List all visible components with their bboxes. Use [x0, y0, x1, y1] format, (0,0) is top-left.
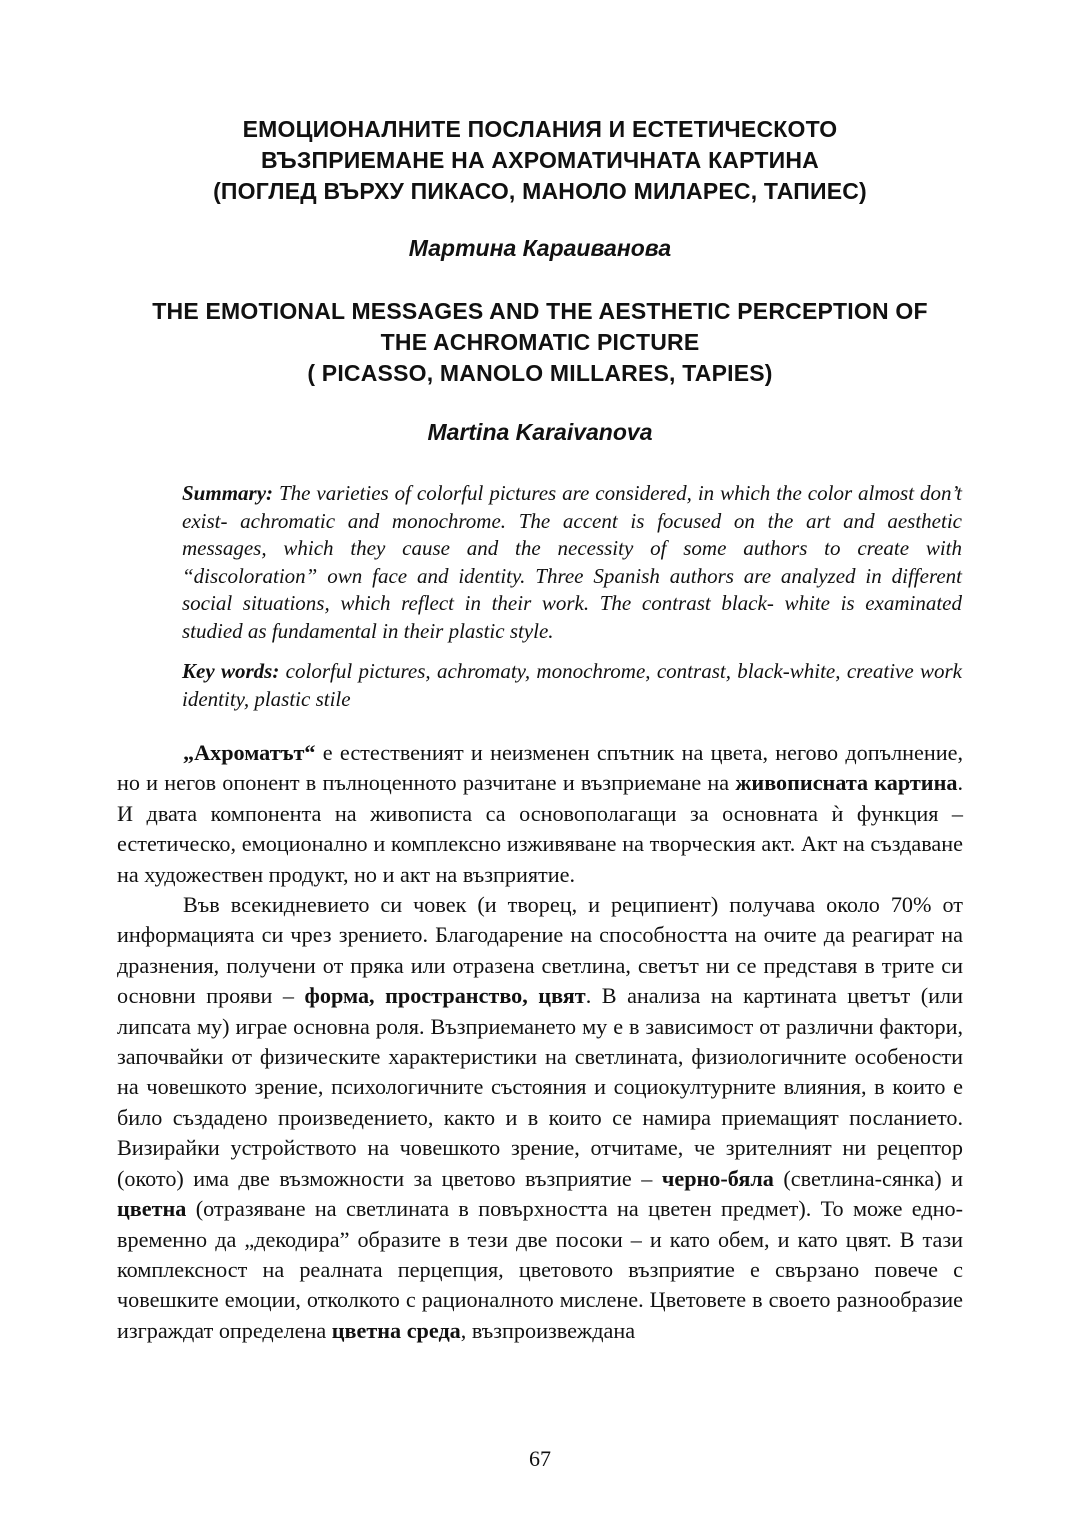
- page-number: 67: [529, 1446, 551, 1471]
- title-bg-line-1: ЕМОЦИОНАЛНИТЕ ПОСЛАНИЯ И ЕСТЕТИЧЕСКОТО: [242, 116, 838, 142]
- p2-text-3: (светлина-сянка) и: [773, 1165, 963, 1191]
- p2-text-1: Във всекидневието си човек (и творец, и реципиент) получава около 70% от информацията си чрез зрението. Благодарение на способността на очите да реагират на дразнения, получени от пряка или отразена светлина, светът ни се представя в трите си основни прояви –: [117, 892, 963, 1009]
- summary-block: [182, 480, 962, 645]
- keywords-label: Key words:: [182, 659, 280, 683]
- author-english: Martina Karaivanova: [427, 419, 653, 445]
- title-english: [120, 296, 960, 389]
- paragraph-2: [117, 890, 963, 1346]
- title-en-line-2: THE ACHROMATIC PICTURE: [380, 329, 700, 355]
- author-bulgarian: Мартина Караиванова: [408, 235, 672, 261]
- keywords-text: colorful pictures, achromaty, monochrome, contrast, black-white, creative work identity, plastic stile: [182, 659, 963, 711]
- title-en-line-3: ( PICASSO, MANOLO MILLARES, TAPIES): [307, 360, 773, 386]
- summary-label: Summary:: [182, 481, 274, 505]
- paragraph-1: [117, 738, 963, 890]
- p2-bold-1: форма, пространство, цвят: [304, 983, 586, 1009]
- p1-text-2: . И двата компонента на живописта са основополагащи за основната ѝ функция – естетическо, емоционално и комплексно изживяване на творческия акт. Акт на създаване на художествен продукт, но и акт на възприятие.: [117, 770, 963, 887]
- p2-text-4: (отразяване на светлината в повърхността на цветен предмет). То може едно-временно да „декодира” образите в тези две посоки – и като обем, и като цвят. В тази комплексност на реалната перцепция, цветовото възприятие е свързано повече с човешките емоции, отколкото с рационалното мислене. Цветовете в своето разнообразие изграждат определена: [117, 1196, 963, 1343]
- title-bg-line-3: (ПОГЛЕД ВЪРХУ ПИКАСО, МАНОЛО МИЛАРЕС, ТАПИЕС): [213, 178, 867, 204]
- p2-bold-3: цветна: [117, 1196, 187, 1222]
- p1-text-1: е естественият и неизменен спътник на цвета, негово допълнение, но и негов опонент в пълноценното разчитане и възприемане на: [117, 740, 963, 796]
- keywords-block: [182, 657, 962, 713]
- title-bulgarian: [120, 114, 960, 207]
- p1-bold-1: „Ахроматът“: [183, 740, 316, 765]
- p2-text-2: . В анализа на картината цветът (или липсата му) играе основна роля. Възприемането му е в зависимост от различни фактори, започвайки от физическите характеристики на светлината, физиологичните особености на човешкото зрение, психологичните състояния и социокултурните влияния, в които е било създадено произведението, както и в които се намира приемащият посланието. Визирайки устройството на човешкото зрение, отчитаме, че зрителният ни рецептор (окото) има две възможности за цветово възприятие –: [117, 983, 963, 1191]
- p2-bold-4: цветна среда: [331, 1317, 461, 1343]
- p1-bold-2: живописната картина: [735, 770, 958, 796]
- title-en-line-1: THE EMOTIONAL MESSAGES AND THE AESTHETIC PERCEPTION OF: [152, 298, 928, 324]
- title-bg-line-2: ВЪЗПРИЕМАНЕ НА АХРОМАТИЧНАТА КАРТИНА: [261, 147, 819, 173]
- body-text: [117, 738, 963, 1346]
- summary-text: The varieties of colorful pictures are considered, in which the color almost don’t exist- achromatic and monochrome. The accent is focused on the art and aesthetic messages, which they cause and the necessity of some authors to create with “discoloration” own face and identity. Three Spanish authors are analyzed in different social situations, which reflect in their work. The contrast black- white is examinated studied as fundamental in their plastic style.: [182, 481, 962, 643]
- p2-bold-2: черно-бяла: [661, 1165, 774, 1191]
- p2-text-5: , възпроизвеждана: [460, 1317, 636, 1343]
